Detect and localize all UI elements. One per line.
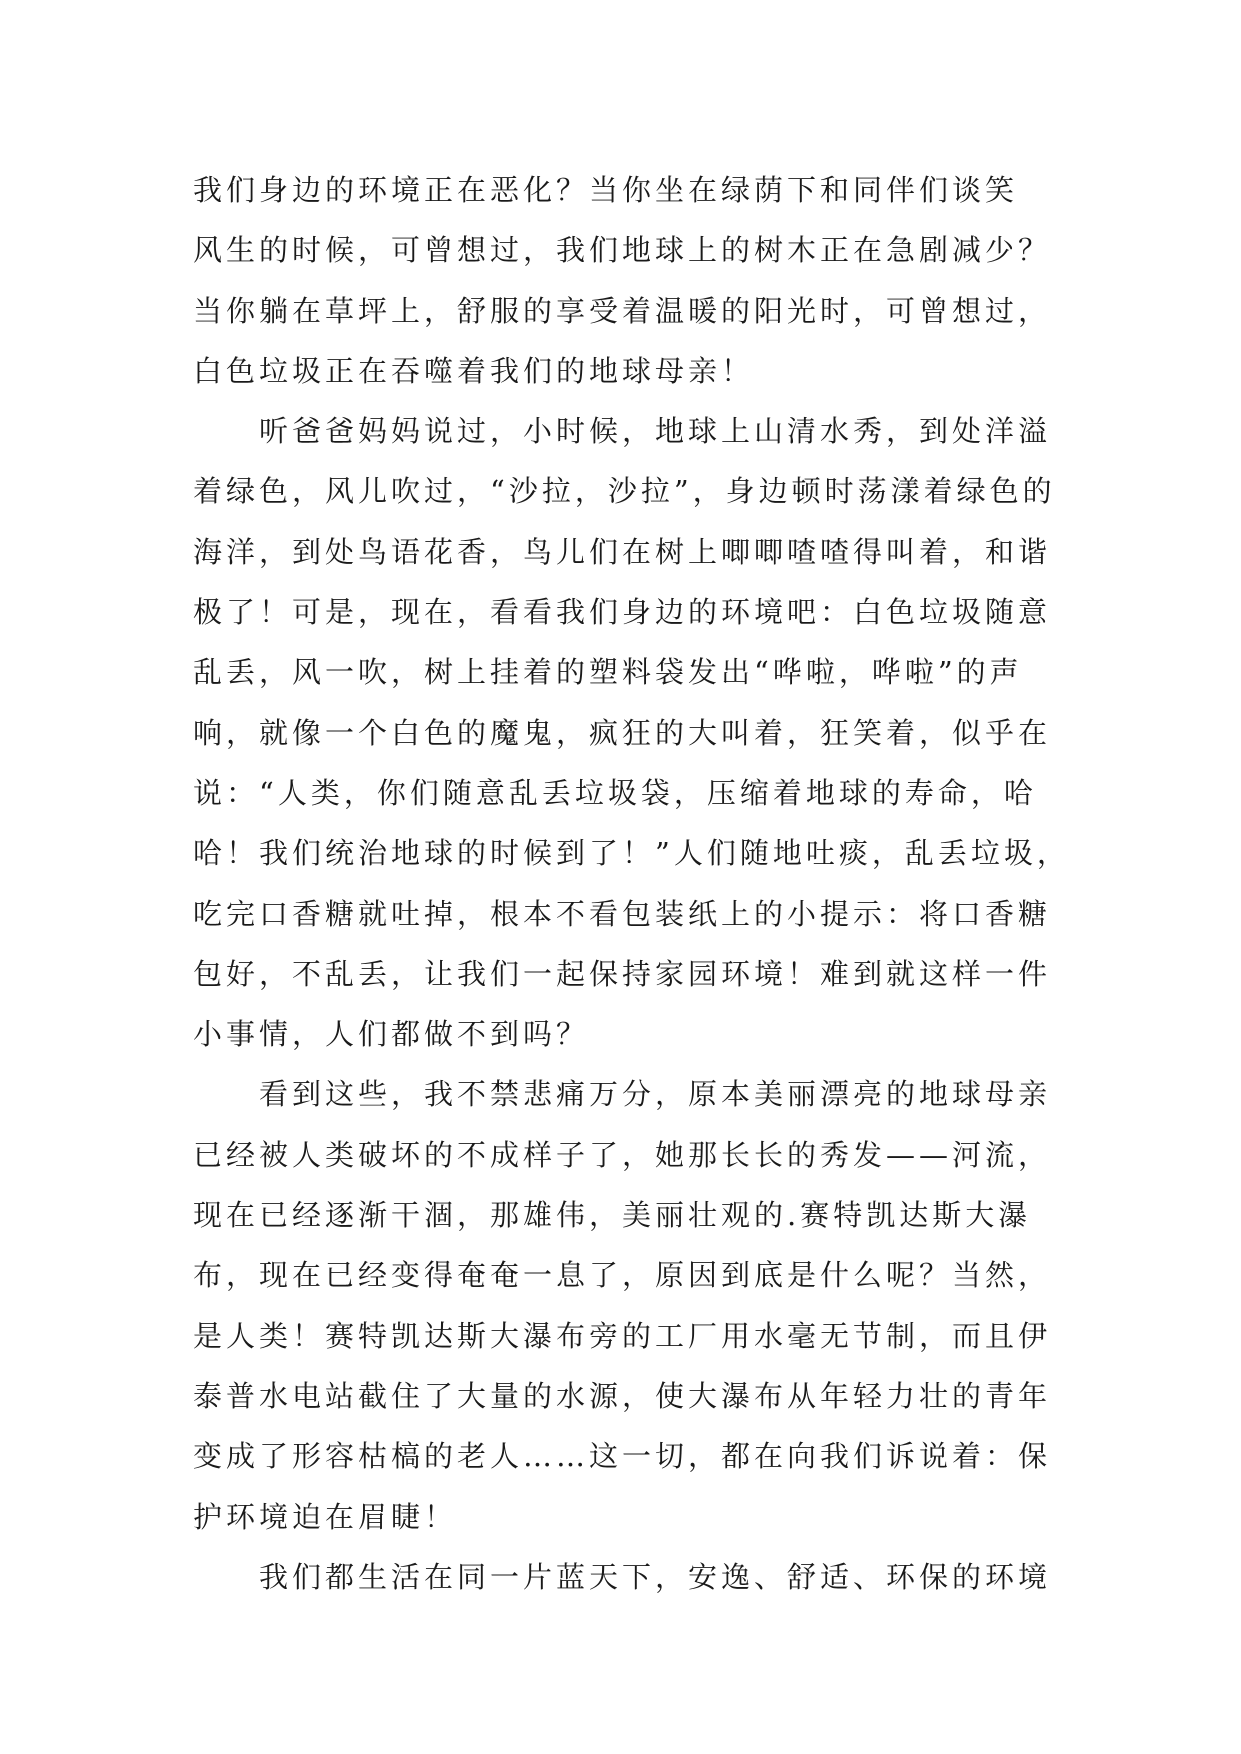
text-line: 说：“人类，你们随意乱丢垃圾袋，压缩着地球的寿命，哈 [193,775,1037,810]
text-line: 听爸爸妈妈说过，小时候，地球上山清水秀，到处洋溢 [193,414,1052,449]
text-line: 海洋，到处鸟语花香，鸟儿们在树上唧唧喳喳得叫着，和谐 [193,534,1052,569]
text-line: 响，就像一个白色的魔鬼，疯狂的大叫着，狂笑着，似乎在 [193,715,1052,750]
essay-body [193,160,1070,1607]
text-line: 我们身边的环境正在恶化？当你坐在绿荫下和同伴们谈笑 [193,173,1019,207]
text-line: 看到这些，我不禁悲痛万分，原本美丽漂亮的地球母亲 [193,1077,1052,1112]
text-line: 护环境迫在眉睫！ [193,1499,458,1534]
text-line: 白色垃圾正在吞噬着我们的地球母亲！ [193,353,755,388]
text-line: 极了！可是，现在，看看我们身边的环境吧：白色垃圾随意 [193,595,1052,630]
text-line: 风生的时候，可曾想过，我们地球上的树木正在急剧减少？ [193,233,1052,268]
text-line: 是人类！赛特凯达斯大瀑布旁的工厂用水毫无节制，而且伊 [193,1318,1052,1353]
text-line: 乱丢，风一吹，树上挂着的塑料袋发出“哗啦，哗啦”的声 [193,655,1023,690]
text-line: 小事情，人们都做不到吗？ [193,1017,590,1052]
text-line: 已经被人类破坏的不成样子了，她那长长的秀发——河流， [193,1137,1052,1172]
text-line: 我们都生活在同一片蓝天下，安逸、舒适、环保的环境 [193,1559,1052,1594]
text-line: 着绿色，风儿吹过，“沙拉，沙拉”，身边顿时荡漾着绿色的 [193,474,1056,509]
text-line: 哈！我们统治地球的时候到了！”人们随地吐痰，乱丢垃圾， [193,836,1070,871]
text-line: 变成了形容枯槁的老人……这一切，都在向我们诉说着：保 [193,1439,1052,1474]
text-line: 当你躺在草坪上，舒服的享受着温暖的阳光时，可曾想过， [193,293,1052,328]
text-line: 布，现在已经变得奄奄一息了，原因到底是什么呢？当然， [193,1258,1052,1293]
text-line: 现在已经逐渐干涸，那雄伟，美丽壮观的.赛特凯达斯大瀑 [193,1198,1032,1233]
text-line: 吃完口香糖就吐掉，根本不看包装纸上的小提示：将口香糖 [193,896,1052,931]
text-line: 包好，不乱丢，让我们一起保持家园环境！难到就这样一件 [193,956,1052,991]
text-line: 泰普水电站截住了大量的水源，使大瀑布从年轻力壮的青年 [193,1378,1052,1413]
